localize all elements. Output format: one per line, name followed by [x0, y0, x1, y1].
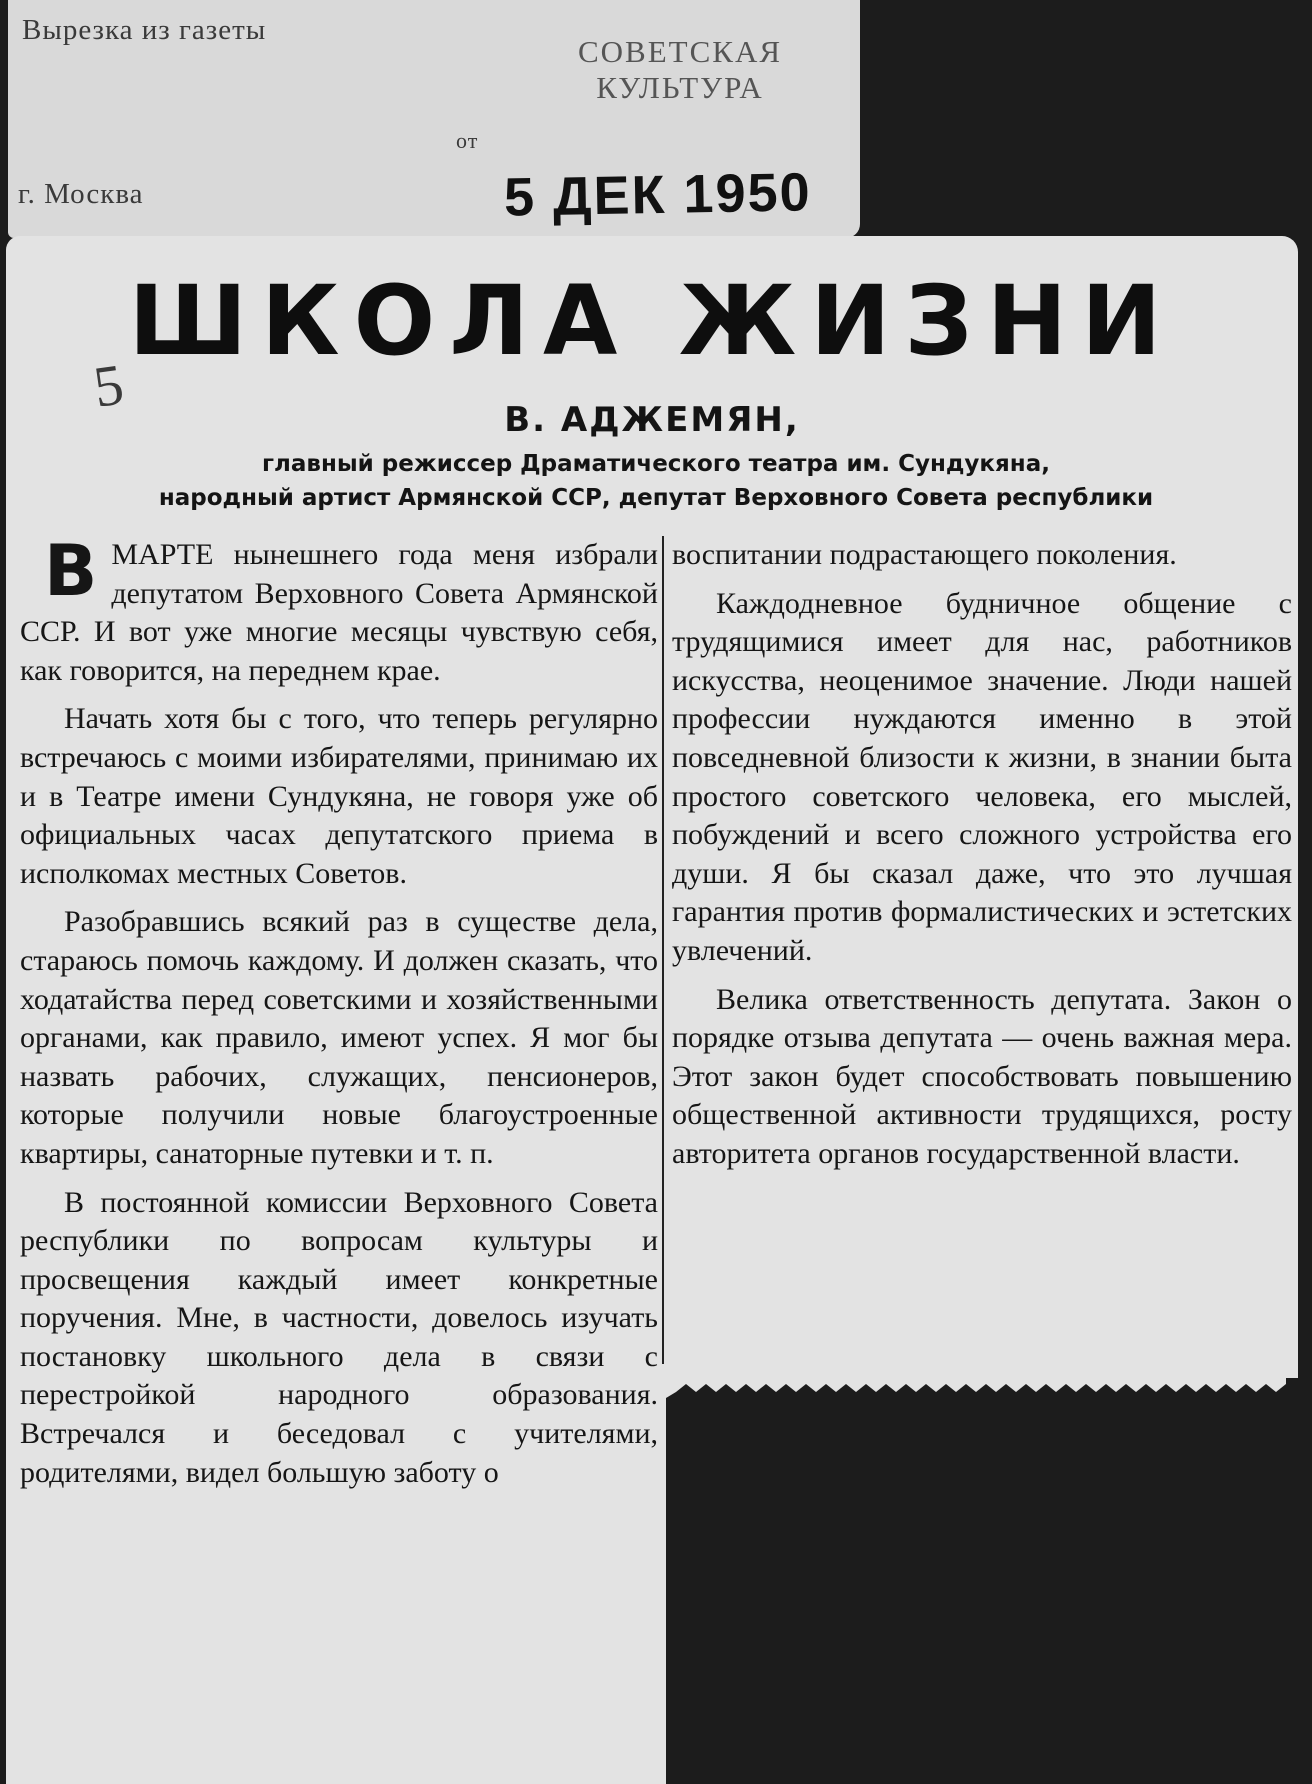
newspaper-name-line1: СОВЕТСКАЯ — [577, 34, 783, 69]
paragraph-text: МАРТЕ нынешнего года меня избрали депутатом Верховного Совета Армянской ССР. И вот уже многие месяцы чувствую себя, как говорится, на переднем крае. — [20, 538, 658, 687]
article-clipping — [6, 236, 1298, 1784]
date-from-label: от — [456, 128, 479, 153]
article-column-right — [672, 536, 1292, 1184]
article-author: В. АДЖЕМЯН, — [504, 400, 800, 440]
article-column-left — [20, 530, 658, 1502]
torn-edge — [666, 1378, 1286, 1404]
date-stamp: 5 ДЕК 1950 — [503, 162, 813, 228]
newspaper-name-stamp — [560, 34, 800, 106]
author-role-line2: народный артист Армянской ССР, депутат Верховного Совета республики — [158, 485, 1154, 511]
clipping-source-label: Вырезка из газеты — [22, 14, 267, 46]
article-title: ШКОЛА ЖИЗНИ — [128, 265, 1176, 377]
paragraph — [20, 530, 658, 690]
city-label: г. Москва — [18, 178, 144, 210]
paragraph: В постоянной комиссии Верховного Совета республики по вопросам культуры и просвещения каждый имеет конкретные поручения. Мне, в частности, довелось изучать постановку школьного дела в связи с перестройкой народного образования. Встречался и беседовал с учителями, родителями, видел большую заботу о — [20, 1185, 658, 1489]
paragraph: воспитании подрастающего поколения. — [672, 538, 1177, 571]
author-role-line1: главный режиссер Драматического театра им. Сундукяна, — [262, 451, 1050, 477]
column-divider — [662, 536, 664, 1364]
drop-cap: В — [44, 530, 98, 612]
newspaper-name-line2: КУЛЬТУРА — [596, 70, 764, 105]
paragraph: Разобравшись всякий раз в существе дела, стараюсь помочь каждому. И должен сказать, что ходатайства перед советскими и хозяйственными органами, как правило, имеют успех. Я мог бы назвать рабочих, служащих, пенсионеров, которые получили новые благоустроенные квартиры, санаторные путевки и т. п. — [20, 905, 658, 1170]
paragraph: Велика ответственность депутата. Закон о порядке отзыва депутата — очень важная мера. Этот закон будет способствовать повышению общественной активности трудящихся, росту авторитета органов государственной власти. — [672, 982, 1292, 1170]
paragraph: Начать хотя бы с того, что теперь регулярно встречаюсь с моими избирателями, принимаю их и в Театре имени Сундукяна, не говоря уже об официальных часах депутатского приема в исполкомах местных Советов. — [20, 702, 658, 890]
clipping-label-slip — [8, 0, 860, 238]
pencil-mark: 5 — [89, 351, 128, 420]
paragraph: Каждодневное будничное общение с трудящимися имеет для нас, работников искусства, неоценимое значение. Люди нашей профессии нуждаются именно в этой повседневной близости к жизни, в знании быта простого советского человека, его мыслей, побуждений и всего сложного устройства его души. Я бы сказал даже, что это лучшая гарантия против формалистических и эстетских увлечений. — [672, 586, 1292, 967]
